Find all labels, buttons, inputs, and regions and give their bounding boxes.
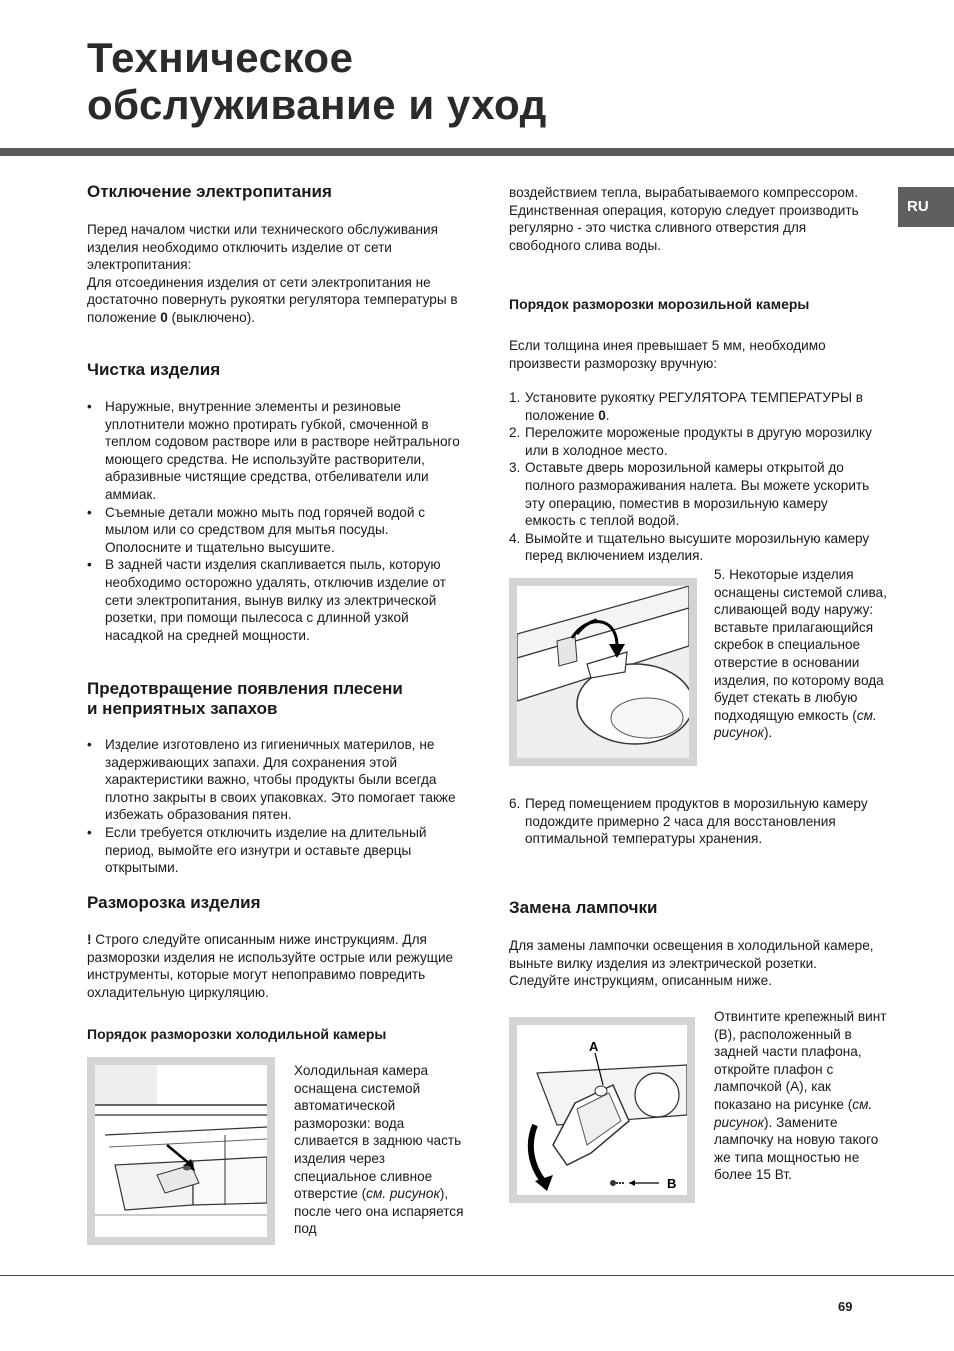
lamp-text <box>714 1008 892 1184</box>
step-text: Переложите мороженые продукты в другую морозилку или в холодное место. <box>525 425 872 458</box>
lamp-figure <box>509 1017 695 1203</box>
step-text: Перед помещением продуктов в морозильную камеру подождите примерно 2 часа для восстановления оптимальной температуры хранения. <box>525 796 868 847</box>
page-number: 69 <box>838 1299 853 1314</box>
fridge-defrost-text <box>294 1062 464 1238</box>
fridge-drain-illustration <box>95 1065 267 1237</box>
step-after: . <box>605 407 610 423</box>
step5-text-2: ). <box>764 725 773 741</box>
lamp-illustration <box>517 1025 687 1195</box>
step5-text-italic: см. рисунок <box>714 707 877 741</box>
step-text: Оставьте дверь морозильной камеры открытой до полного размораживания налета. Вы можете ускорить эту операцию, поместив в морозильную камеру емкость с теплой водой. <box>525 460 870 529</box>
defrost-warning <box>87 931 467 1001</box>
footer-divider <box>0 1275 954 1276</box>
freezer-step6 <box>509 795 879 848</box>
warning-icon: ! <box>87 932 92 947</box>
freezer-intro: Если толщина инея превышает 5 мм, необходимо произвести разморозку вручную: <box>509 338 826 371</box>
cleaning-heading: Чистка изделия <box>87 360 221 379</box>
step-number: 3. <box>509 460 521 476</box>
freezer-steps <box>509 389 879 565</box>
list-item <box>509 389 879 424</box>
fridge-text-1: Холодильная камера оснащена системой автоматической разморозки: вода сливается в заднюю часть изделия через специальное сливное отверстие ( <box>294 1063 462 1202</box>
mold-heading <box>87 679 403 719</box>
freezer-drain-illustration <box>517 586 689 758</box>
step-bold: 0 <box>598 407 606 423</box>
mold-heading-line2: и неприятных запахов <box>87 699 278 718</box>
language-badge: RU <box>898 187 954 227</box>
list-item: • Если требуется отключить изделие на длительный период, вымойте его изнутри и оставьте дверцы открытыми. <box>87 824 472 877</box>
fridge-drain-figure <box>87 1057 275 1245</box>
freezer-defrost-heading: Порядок разморозки морозильной камеры <box>509 296 810 312</box>
mold-heading-line1: Предотвращение появления плесени <box>87 679 403 698</box>
list-item <box>509 795 879 848</box>
page-title-line2: обслуживание и уход <box>87 81 547 128</box>
power-text-2: Для отсоединения изделия от сети электропитания не достаточно повернуть рукоятки регулятора температуры в положение <box>87 274 458 325</box>
step-number: 6. <box>509 796 521 811</box>
cleaning-list <box>87 398 467 644</box>
defrost-heading: Разморозка изделия <box>87 893 261 912</box>
fridge-text-2: ), после чего она испаряется под <box>294 1186 464 1237</box>
lamp-text-2: ). Замените лампочку на новую такого же типа мощностью не более 15 Вт. <box>714 1114 879 1183</box>
mold-list <box>87 736 472 877</box>
list-item: • В задней части изделия скапливается пыль, которую необходимо осторожно удалять, отключив изделие от сети электропитания, вынув вилку из электрической розетки, при помощи пылесоса с длинной узкой насадкой на средней мощности. <box>87 556 467 644</box>
header-divider <box>0 148 954 156</box>
lamp-heading: Замена лампочки <box>509 898 658 917</box>
step-number: 4. <box>509 530 521 546</box>
step-text: Вымойте и тщательно высушите морозильную камеру перед включением изделия. <box>525 530 870 564</box>
power-heading: Отключение электропитания <box>87 182 332 201</box>
freezer-drain-figure <box>509 578 697 766</box>
fridge-text-italic: см. рисунок <box>366 1186 440 1202</box>
list-item: • Наружные, внутренние элементы и резиновые уплотнители можно протирать губкой, смоченной в теплом содовом растворе или в растворе нейтрального моющего средства. Не используйте растворители, абразивные чистящие средства, отбеливатели или аммиак. <box>87 398 467 504</box>
power-text-bold: 0 <box>160 309 168 325</box>
lamp-text-italic: см. рисунок <box>714 1096 873 1130</box>
step-text: Установите рукоятку РЕГУЛЯТОРА ТЕМПЕРАТУРЫ в положение <box>525 390 863 423</box>
page-title-line1: Техническое <box>87 34 354 81</box>
lamp-text-1: Отвинтите крепежный винт (В), расположенный в задней части плафона, откройте плафон с лампочкой (А), как показано на рисунке ( <box>714 1009 887 1112</box>
list-item <box>509 459 879 529</box>
step5-text-1: 5. Некоторые изделия оснащены системой слива, сливающей воду наружу: вставьте прилагающийся скребок в специальное отверстие в основании изделия, по которому вода будет стекать в любую подходящую емкость ( <box>714 567 887 723</box>
list-item <box>509 424 879 459</box>
fridge-defrost-heading: Порядок разморозки холодильной камеры <box>87 1026 387 1042</box>
power-paragraph <box>87 221 467 327</box>
freezer-step5-text <box>714 566 889 742</box>
page-title <box>87 34 547 128</box>
lamp-intro: Для замены лампочки освещения в холодильной камере, выньте вилку изделия из электрической розетки. Следуйте инструкциям, описанным ниже. <box>509 938 874 989</box>
label-b: B <box>667 1176 677 1191</box>
power-text-1: Перед началом чистки или технического обслуживания изделия необходимо отключить изделие от сети электропитания: <box>87 222 438 273</box>
defrost-continued-text: воздействием тепла, вырабатываемого компрессором. Единственная операция, которую следует производить регулярно - это чистка сливного отверстия для свободного слива воды. <box>509 185 859 253</box>
list-item <box>509 530 879 565</box>
list-item: • Съемные детали можно мыть под горячей водой с мылом или со средством для мытья посуды. Ополосните и тщательно высушите. <box>87 504 467 557</box>
label-a: A <box>589 1039 599 1054</box>
warning-text: Строго следуйте описанным ниже инструкциям. Для разморозки изделия не используйте острые или режущие инструменты, которые могут непоправимо повредить охладительную циркуляцию. <box>87 932 454 1000</box>
step-number: 2. <box>509 425 521 441</box>
list-item: • Изделие изготовлено из гигиеничных материлов, не задерживающих запахи. Для сохранения этой характеристики важно, чтобы продукты были всегда плотно закрыты в своих упаковках. Это помогает также избежать образования пятен. <box>87 736 472 824</box>
step-number: 1. <box>509 390 521 405</box>
power-text-3: (выключено). <box>167 309 256 325</box>
